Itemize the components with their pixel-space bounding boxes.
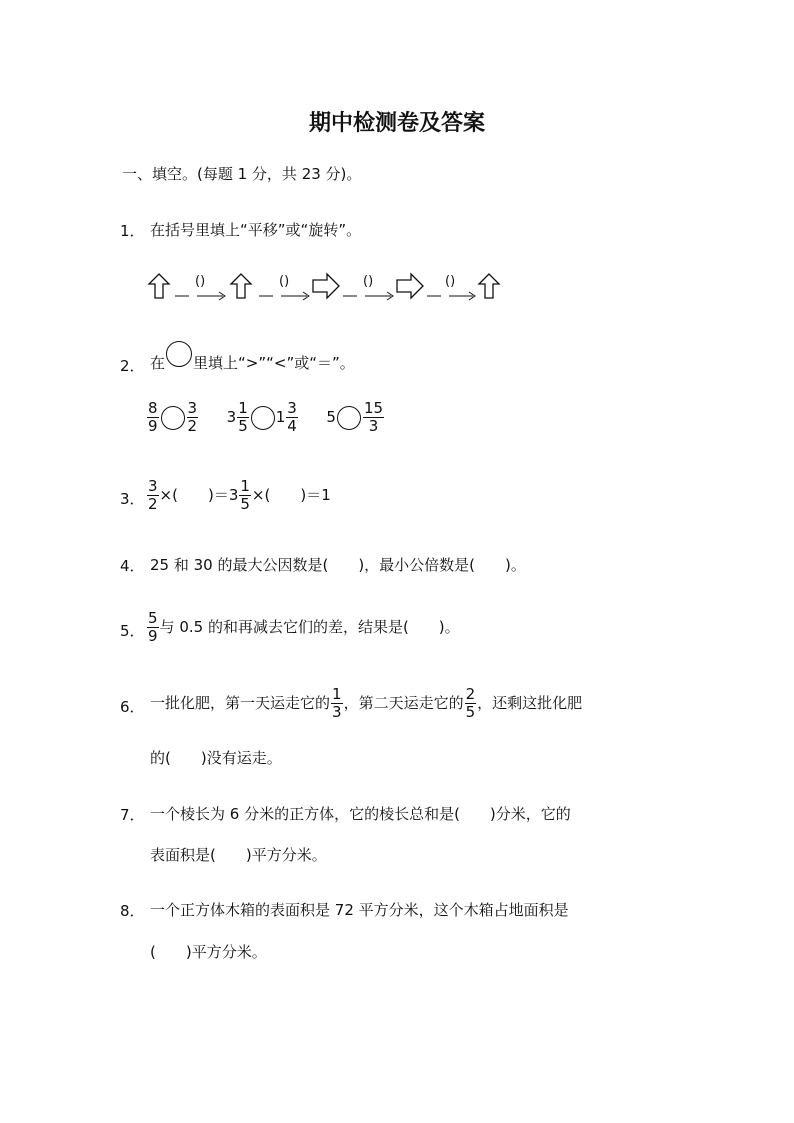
text: 一批化肥，第一天运走它的 (150, 694, 331, 712)
question-text: 25 和 30 的最大公因数是( )，最小公倍数是( )。 (150, 556, 526, 574)
question-number: 4． (120, 557, 145, 575)
circle-blank (161, 406, 185, 430)
text: 里填上“>”“<”或“＝”。 (193, 354, 355, 372)
blank-paren: () (363, 274, 374, 289)
right-arrow-icon (313, 274, 339, 298)
question-text (146, 478, 331, 513)
question-text: 一个正方体木箱的表面积是 72 平方分米，这个木箱占地面积是 (150, 901, 569, 919)
fraction: $\frac{1}{5}$ (240, 477, 250, 513)
text: ，第二天运走它的 (343, 694, 464, 712)
fraction: $\frac{3}{2}$ (187, 399, 198, 435)
text: ×( )＝1 (251, 486, 331, 504)
fraction: $\frac{1}{5}$ (238, 399, 248, 435)
whole-number: 3 (226, 408, 237, 426)
compare-row (146, 400, 385, 435)
text: ×( )＝3 (159, 486, 239, 504)
transform-sequence (147, 272, 527, 312)
question-text (150, 353, 355, 373)
up-arrow-icon (231, 274, 251, 298)
question-number: 7． (120, 806, 145, 824)
blank-paren: () (279, 274, 290, 289)
blank-paren: () (445, 274, 456, 289)
question-text (146, 610, 460, 645)
question-number: 3． (120, 490, 145, 508)
blank-paren: () (195, 274, 206, 289)
whole-number: 1 (275, 408, 286, 426)
circle-blank (337, 406, 361, 430)
question-text: 的( )没有运走。 (150, 749, 282, 767)
up-arrow-icon (479, 274, 499, 298)
up-arrow-icon (149, 274, 169, 298)
fraction: $\frac{3}{2}$ (148, 477, 158, 513)
question-text (150, 686, 582, 721)
right-arrow-icon (397, 274, 423, 298)
fraction: $\frac{3}{4}$ (287, 399, 297, 435)
question-number: 2． (120, 357, 145, 375)
question-number: 8． (120, 902, 145, 920)
fraction: $\frac{1}{3}$ (332, 685, 342, 721)
question-number: 1． (120, 222, 145, 240)
question-text: ( )平方分米。 (150, 943, 267, 961)
whole-number: 5 (326, 408, 336, 426)
question-text: 一个棱长为 6 分米的正方体，它的棱长总和是( )分米，它的 (150, 805, 571, 823)
question-text: 表面积是( )平方分米。 (150, 846, 327, 864)
circle-blank (166, 341, 192, 367)
circle-blank (251, 406, 275, 430)
page-title: 期中检测卷及答案 (308, 111, 485, 136)
fraction: $\frac{5}{9}$ (148, 609, 158, 645)
fraction: $\frac{2}{5}$ (465, 685, 476, 721)
fraction: $\frac{8}{9}$ (148, 399, 158, 435)
question-text: 在括号里填上“平移”或“旋转”。 (150, 221, 362, 239)
section-heading: 一、填空。(每题 1 分，共 23 分)。 (122, 165, 362, 183)
fraction: $\frac{15}{3}$ (363, 399, 384, 435)
question-number: 6． (120, 698, 145, 716)
question-number: 5． (120, 622, 145, 640)
text: 在 (150, 354, 166, 372)
text: ，还剩这批化肥 (477, 694, 583, 712)
text: 与 0.5 的和再减去它们的差，结果是( )。 (159, 618, 460, 636)
